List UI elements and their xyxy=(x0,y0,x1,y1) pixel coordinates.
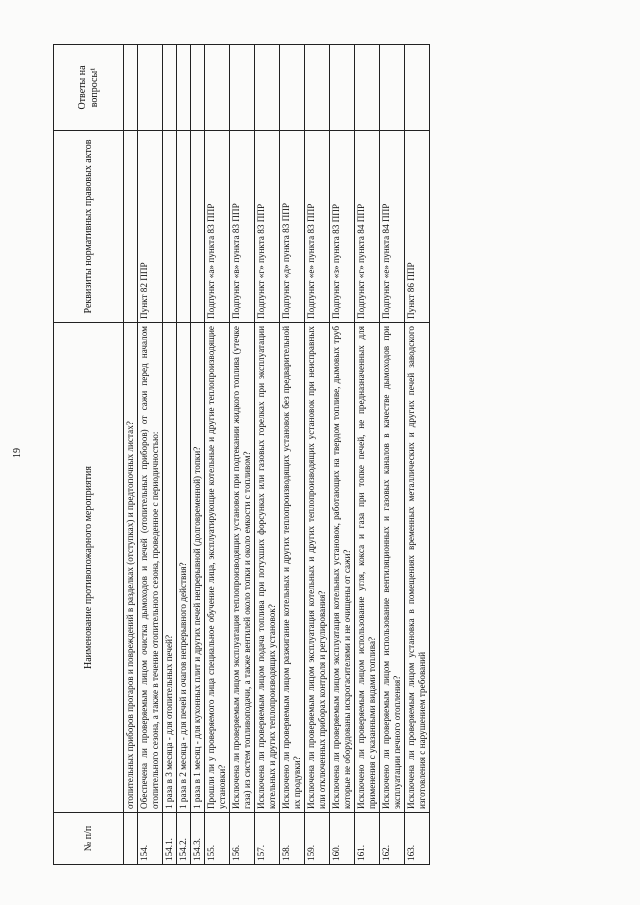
table-row xyxy=(205,45,230,865)
header-number: № п/п xyxy=(54,813,124,865)
row-requisites: Подпункт «е» пункта 84 ППР xyxy=(380,131,405,323)
answer-cell xyxy=(255,45,280,131)
answer-cell xyxy=(230,45,255,131)
row-requisites: Подпункт «д» пункта 83 ППР xyxy=(280,131,305,323)
row-text: Исключена ли проверяемым лицом эксплуатация котельных установок, работающих на твердом топливе, дымовых труб которые не оборудованы искрогасителями и не очищены от сажи? xyxy=(330,323,355,813)
table-row xyxy=(255,45,280,865)
row-text: Исключена ли проверяемым лицом эксплуатация теплопроизводящих установок при подтекании жидкого топлива (утечке газа) из систем топливоподачи, а также вентилей около топки и около емкости с топливом? xyxy=(230,323,255,813)
table-row xyxy=(355,45,380,865)
row-number: 154.2. xyxy=(177,813,191,865)
row-text: Исключено ли проверяемым лицом использование вентиляционных и газовых каналов в качестве дымоходов при эксплуатации печного отопления? xyxy=(380,323,405,813)
row-text: Исключена ли проверяемым лицом установка в помещениях временных металлических и других печей заводского изготовления с нарушением требований xyxy=(405,323,430,813)
row-requisites: Подпункт «г» пункта 84 ППР xyxy=(355,131,380,323)
row-text: отопительных приборов прогаров и повреждений в разделках (отступках) и предтопочных листах? xyxy=(124,323,138,813)
answer-cell xyxy=(138,45,163,131)
row-number: 154.1. xyxy=(163,813,177,865)
answer-cell xyxy=(305,45,330,131)
row-number: 158. xyxy=(280,813,305,865)
row-number: 162. xyxy=(380,813,405,865)
row-requisites: Пункт 86 ППР xyxy=(405,131,430,323)
row-text: Исключена ли проверяемым лицом эксплуатация котельных и других теплопроизводящих установок при неисправных или отключенных приборах контроля и регулирования? xyxy=(305,323,330,813)
row-number: 159. xyxy=(305,813,330,865)
row-number: 156. xyxy=(230,813,255,865)
row-requisites: Подпункт «в» пункта 83 ППР xyxy=(230,131,255,323)
answer-cell xyxy=(380,45,405,131)
table-row xyxy=(380,45,405,865)
answer-cell xyxy=(405,45,430,131)
table-row xyxy=(124,45,138,865)
answer-cell xyxy=(330,45,355,131)
row-number: 154. xyxy=(138,813,163,865)
header-measure-name: Наименование противопожарного мероприятия xyxy=(54,323,124,813)
answer-cell xyxy=(124,45,138,131)
row-text: Исключено ли проверяемым лицом использование угля, кокса и газа при топке печей, не предназначенных для применения с указанными видами топлива? xyxy=(355,323,380,813)
row-text: 1 раза в 1 месяц - для кухонных плит и других печей непрерывной (долговременной) топки? xyxy=(191,323,205,813)
table-row xyxy=(138,45,163,865)
answer-cell xyxy=(280,45,305,131)
answer-cell xyxy=(355,45,380,131)
answer-cell xyxy=(205,45,230,131)
table-row xyxy=(280,45,305,865)
page-number: 19 xyxy=(12,448,23,458)
row-requisites: Подпункт «з» пункта 83 ППР xyxy=(330,131,355,323)
fire-safety-checklist-table xyxy=(53,44,430,865)
header-answers: Ответы на вопросы¹ xyxy=(54,45,124,131)
row-number: 155. xyxy=(205,813,230,865)
row-text: Исключено ли проверяемым лицом разжигание котельных и других теплопроизводящих установок без предварительной их продувки? xyxy=(280,323,305,813)
row-number: 161. xyxy=(355,813,380,865)
answer-cell xyxy=(177,45,191,131)
row-number: 154.3. xyxy=(191,813,205,865)
row-requisites: Подпункт «а» пункта 83 ППР xyxy=(205,131,230,323)
table-row xyxy=(305,45,330,865)
row-number: 163. xyxy=(405,813,430,865)
row-requisites: Подпункт «г» пункта 83 ППР xyxy=(255,131,280,323)
row-number: 160. xyxy=(330,813,355,865)
answer-cell xyxy=(191,45,205,131)
row-requisites: Подпункт «е» пункта 83 ППР xyxy=(305,131,330,323)
row-text: Прошли ли у проверяемого лица специальное обучение лица, эксплуатирующие котельные и другие теплопроизводящие установки? xyxy=(205,323,230,813)
table-row xyxy=(230,45,255,865)
row-text: Исключена ли проверяемым лицом подача топлива при потухших форсунках или газовых горелках при эксплуатации котельных и других теплопроизводящих установок? xyxy=(255,323,280,813)
header-requisites: Реквизиты нормативных правовых актов xyxy=(54,131,124,323)
row-text: 1 раза в 3 месяца - для отопительных печей? xyxy=(163,323,177,813)
row-number: 157. xyxy=(255,813,280,865)
row-text: Обеспечена ли проверяемым лицом очистка дымоходов и печей (отопительных приборов) от сажи перед началом отопительного сезона, а также в течение отопительного сезона, проведенное с периодичностью: xyxy=(138,323,163,813)
table-row xyxy=(330,45,355,865)
table-row xyxy=(163,45,177,865)
table-row xyxy=(191,45,205,865)
row-text: 1 раза в 2 месяца - для печей и очагов непрерывного действия? xyxy=(177,323,191,813)
table-row xyxy=(405,45,430,865)
table-row xyxy=(177,45,191,865)
row-requisites: Пункт 82 ППР xyxy=(138,131,163,323)
answer-cell xyxy=(163,45,177,131)
